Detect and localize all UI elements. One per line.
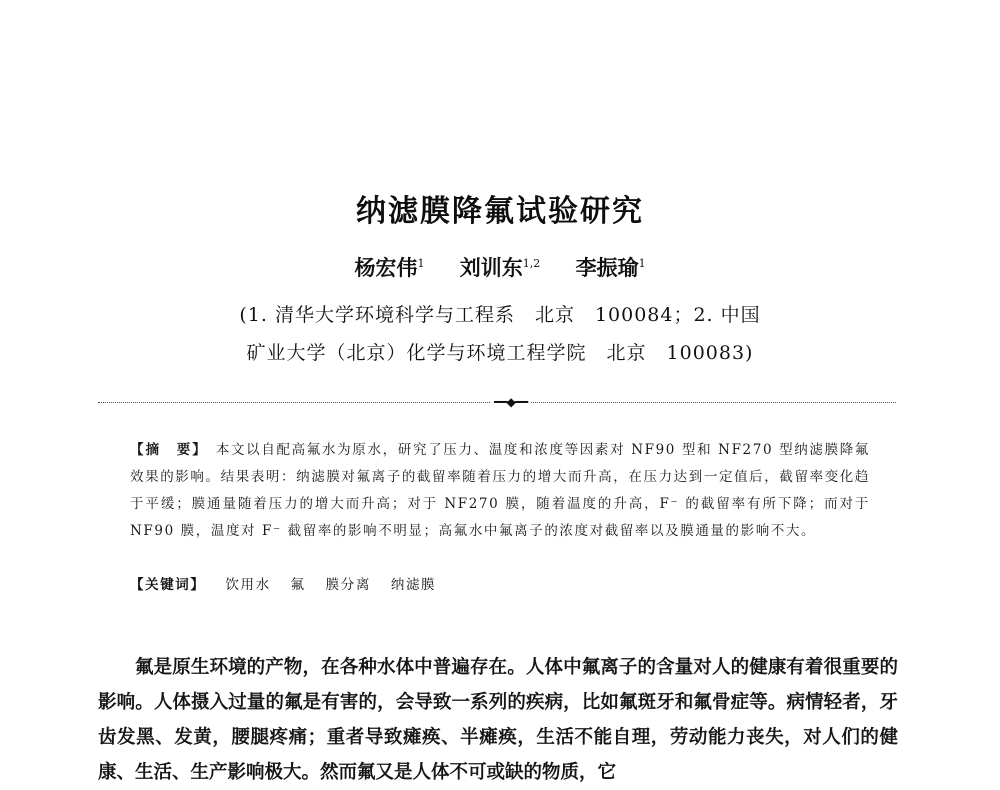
divider-ornament-icon: ━━◆━━ — [490, 395, 531, 409]
keyword-item: 氟 — [290, 577, 306, 593]
author-2-name: 刘训东 — [459, 255, 523, 280]
abstract — [130, 437, 870, 545]
body-paragraph: 氟是原生环境的产物，在各种水体中普遍存在。人体中氟离子的含量对人的健康有着很重要的影响。人体摄入过量的氟是有害的，会导致一系列的疾病，比如氟斑牙和氟骨症等。病情轻者，牙齿发黑、发黄，腰腿疼痛；重者导致瘫痪、半瘫痪，生活不能自理，劳动能力丧失，对人们的健康、生活、生产影响极大。然而氟又是人体不可或缺的物质，它 — [98, 657, 898, 783]
author-1-name: 杨宏伟 — [354, 255, 418, 280]
affiliation-line-2: 矿业大学（北京）化学与环境工程学院 北京 100083) — [246, 342, 754, 364]
author-list — [0, 252, 1000, 282]
author-3-affiliation-mark: 1 — [638, 257, 646, 270]
keyword-item: 膜分离 — [325, 577, 371, 593]
author-1-affiliation-mark: 1 — [417, 257, 425, 270]
body-section — [98, 650, 898, 790]
author-3-name: 李振瑜 — [575, 255, 639, 280]
affiliation-line-1: (1. 清华大学环境科学与工程系 北京 100084；2. 中国 — [239, 304, 761, 326]
author-2-affiliation-mark: 1,2 — [522, 257, 541, 270]
author-3 — [576, 255, 646, 280]
author-2 — [460, 255, 541, 280]
paper-title: 纳滤膜降氟试验研究 — [356, 194, 644, 229]
abstract-label: 【摘 要】 — [130, 442, 208, 458]
keywords — [130, 572, 870, 599]
abstract-text: 本文以自配高氟水为原水，研究了压力、温度和浓度等因素对 NF90 型和 NF270 型纳滤膜降氟效果的影响。结果表明：纳滤膜对氟离子的截留率随着压力的增大而升高，在压力达到一定值后，截留率变化趋于平缓；膜通量随着压力的增大而升高；对于 NF270 膜，随着温度的升高，F⁻ 的截留率有所下降；而对于 NF90 膜，温度对 F⁻ 截留率的影响不明显；高氟水中氟离子的浓度对截留率以及膜通量的影响不大。 — [130, 442, 870, 539]
keyword-item: 纳滤膜 — [390, 577, 437, 593]
keywords-label: 【关键词】 — [130, 577, 206, 593]
author-1 — [354, 255, 424, 280]
keyword-item: 饮用水 — [225, 577, 271, 593]
